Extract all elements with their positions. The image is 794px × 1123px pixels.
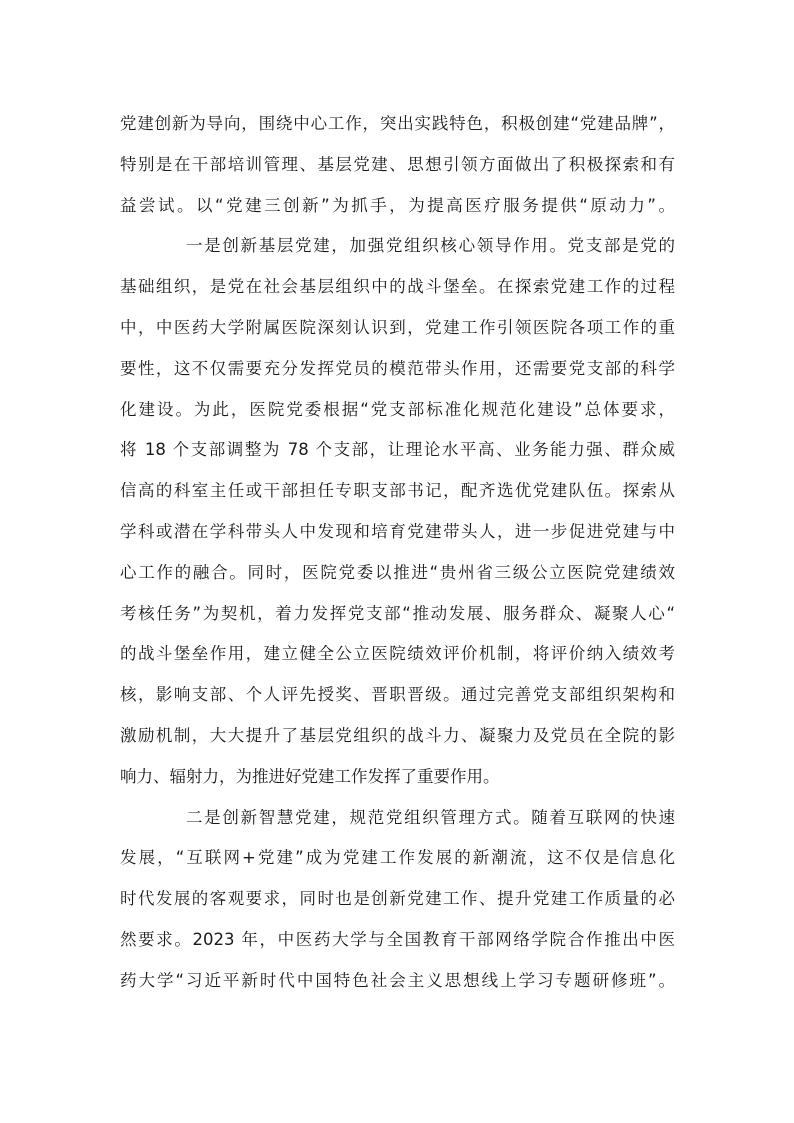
text-line: 党建创新为导向，围绕中心工作，突出实践特色，积极创建“党建品牌”， xyxy=(120,114,675,133)
text-line: 要性，这不仅需要充分发挥党员的模范带头作用，还需要党支部的科学 xyxy=(120,358,675,378)
paragraph-first-innovation xyxy=(120,226,675,797)
text-line: 核，影响支部、个人评先授奖、晋职晋级。通过完善党支部组织架构和 xyxy=(120,685,675,705)
text-line: 发展，“互联网+党建”成为党建工作发展的新潮流，这不仅是信息化 xyxy=(120,848,675,868)
text-line: 心工作的融合。同时，医院党委以推进“贵州省三级公立医院党建绩效 xyxy=(120,562,675,582)
text-line: 特别是在干部培训管理、基层党建、思想引领方面做出了积极探索和有 xyxy=(120,154,675,174)
text-line: 益尝试。以“党建三创新”为抓手，为提高医疗服务提供“原动力”。 xyxy=(120,195,675,215)
text-line: 时代发展的客观要求，同时也是创新党建工作、提升党建工作质量的必 xyxy=(120,889,675,909)
body-text xyxy=(120,104,675,1002)
text-line: 信高的科室主任或干部担任专职支部书记，配齐选优党建队伍。探索从 xyxy=(120,481,675,501)
text-line: 将 18 个支部调整为 78 个支部，让理论水平高、业务能力强、群众威 xyxy=(120,440,675,460)
text-line: 基础组织，是党在社会基层组织中的战斗堡垒。在探索党建工作的过程 xyxy=(120,277,675,297)
text-line: 药大学“习近平新时代中国特色社会主义思想线上学习专题研修班”。 xyxy=(120,970,675,990)
text-line: 学科或潜在学科带头人中发现和培育党建带头人，进一步促进党建与中 xyxy=(120,521,675,541)
text-line: 激励机制，大大提升了基层党组织的战斗力、凝聚力及党员在全院的影 xyxy=(120,725,675,745)
text-line: 考核任务”为契机，着力发挥党支部“推动发展、服务群众、凝聚人心“ xyxy=(120,603,675,623)
text-line: 二是创新智慧党建，规范党组织管理方式。随着互联网的快速 xyxy=(186,807,675,827)
text-line: 一是创新基层党建，加强党组织核心领导作用。党支部是党的 xyxy=(186,236,675,256)
text-line: 中，中医药大学附属医院深刻认识到，党建工作引领医院各项工作的重 xyxy=(120,317,675,337)
text-line: 化建设。为此，医院党委根据“党支部标准化规范化建设”总体要求， xyxy=(120,399,675,419)
text-line: 响力、辐射力，为推进好党建工作发挥了重要作用。 xyxy=(120,766,500,786)
paragraph-intro xyxy=(120,104,675,226)
paragraph-second-innovation xyxy=(120,798,675,1002)
text-line: 然要求。2023 年，中医药大学与全国教育干部网络学院合作推出中医 xyxy=(120,929,675,949)
text-line: 的战斗堡垒作用，建立健全公立医院绩效评价机制，将评价纳入绩效考 xyxy=(120,644,675,664)
